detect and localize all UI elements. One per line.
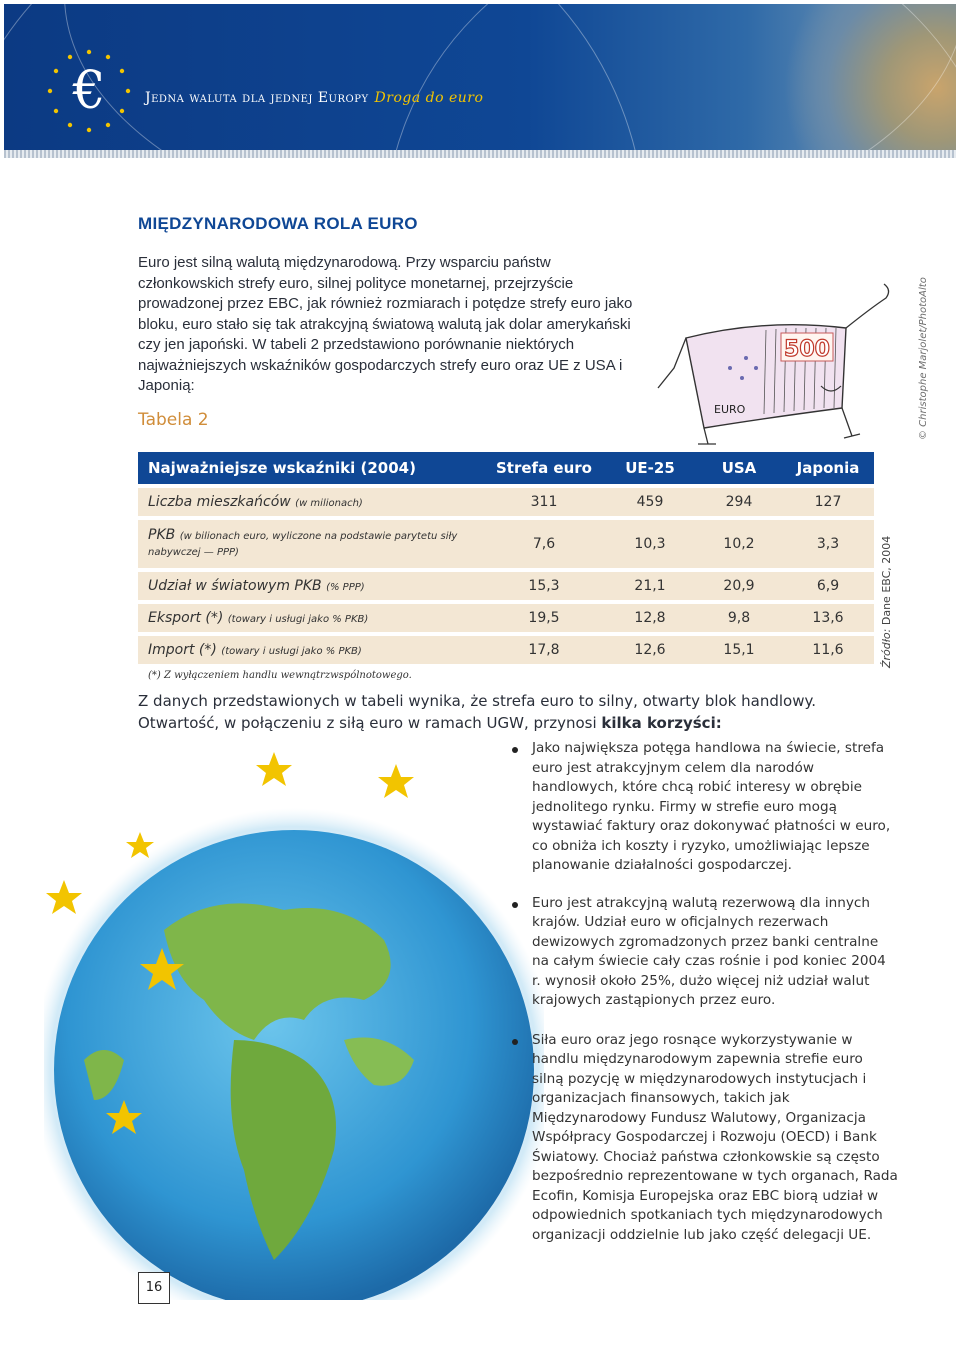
table-row (138, 604, 874, 632)
table-cell: 311 (530, 494, 558, 510)
table-cell: 12,6 (634, 642, 666, 658)
table-cell: 17,8 (528, 642, 560, 658)
list-item: Siła euro oraz jego rosnące wykorzystywanie w handlu międzynarodowym zapewnia strefie euro silną pozycję w międzynarodowych instytucjach i organizacjach finansowych, takich jak Międzynarodowy Fundusz Walutowy, Organizacja Współpracy Gospodarczej i Rozwoju (OECD) i Bank Światowy. Chociaż państwa członkowskie są często bezpośrednio reprezentowane w tych organach, Rada Ecofin, Komisja Europejska oraz EBC biorą udział w odpowiednich spotkaniach tych międzynarodowych organizacji oddzielnie lub jako część delegacji UE. (508, 1031, 898, 1246)
row-label: Liczba mieszkańców (w milionach) (148, 494, 363, 510)
header-divider-strip (4, 150, 956, 158)
table-cell: 459 (636, 494, 664, 510)
table-header-cell: UE-25 (625, 459, 675, 477)
table-cell: 127 (814, 494, 842, 510)
table-row (138, 520, 874, 568)
table-cell: 6,9 (816, 578, 840, 594)
table-caption: Tabela 2 (138, 410, 209, 430)
header-title-text: Jedna waluta dla jednej Europy (145, 90, 369, 106)
svg-text:€: € (72, 61, 106, 121)
table-cell: 10,2 (723, 536, 755, 552)
table-row (138, 488, 874, 516)
table-cell: 9,8 (727, 610, 751, 626)
globe-with-stars-icon (44, 740, 544, 1300)
conclusion-paragraph (138, 690, 868, 734)
table-header-cell: USA (721, 459, 757, 477)
table-cell: 15,3 (528, 578, 560, 594)
table-source: Źródło: Dane EBC, 2004 (880, 535, 893, 668)
header-banner (4, 4, 956, 156)
table-header-cell: Strefa euro (496, 459, 592, 477)
table-header-cell: Japonia (796, 459, 860, 477)
table-header-row (138, 452, 874, 484)
intro-paragraph: Euro jest silną walutą międzynarodową. Przy wsparciu państw członkowskich strefy euro, silnej polityce monetarnej, przejrzyście prowadzonej przez EBC, jak również rozmiarach i potędze strefy euro jako bloku, euro stało się tak atrakcyjną światową walutą jak dolar amerykański czy jen japoński. W tabeli 2 przedstawiono porównanie niektórych najważniejszych wskaźników gospodarczych strefy euro oraz UE z USA i Japonią: (138, 254, 633, 394)
table-cell: 15,1 (723, 642, 755, 658)
indicators-table (138, 452, 874, 681)
page-number: 16 (138, 1272, 170, 1304)
row-label: Import (*) (towary i usługi jako % PKB) (148, 642, 362, 658)
table-cell: 7,6 (532, 536, 556, 552)
euro-stars-logo-icon (44, 46, 134, 136)
row-label: PKB (w bilionach euro, wyliczone na podstawie parytetu siły nabywczej — PPP) (148, 527, 458, 558)
svg-text:EURO: EURO (714, 403, 746, 416)
table-cell: 294 (725, 494, 753, 510)
list-item: Jako największa potęga handlowa na świecie, strefa euro jest atrakcyjnym celem dla narodów handlowych, które chcą robić interesy w obrębie jednolitego rynku. Firmy w strefie euro mogą wystawiać faktury oraz dokonywać płatności w euro, co obniża ich koszty i ryzyko, umożliwiając lepsze planowanie działalności gospodarczej. (508, 739, 898, 876)
section-title: MIĘDZYNARODOWA ROLA EURO (138, 214, 418, 233)
list-item: Euro jest atrakcyjną walutą rezerwową dla innych krajów. Udział euro w oficjalnych rezerwach dewizowych zgromadzonych przez banki centralne na całym świecie cały czas rośnie i pod koniec 2004 r. wynosił około 25%, dużo więcej niż udział walut krajowych zastąpionych przez euro. (508, 894, 898, 1011)
table-row (138, 572, 874, 600)
photo-credit: © Christophe Marjolet/PhotoAlto (918, 277, 929, 440)
svg-text:500: 500 (784, 337, 830, 362)
banner-arc (384, 4, 956, 156)
table-header-cell: Najważniejsze wskaźniki (2004) (148, 459, 416, 477)
table-cell: 3,3 (816, 536, 840, 552)
row-label: Udział w światowym PKB (% PPP) (148, 578, 365, 594)
table-cell: 21,1 (634, 578, 666, 594)
header-subtitle: Droga do euro (374, 90, 484, 106)
benefits-list (508, 739, 898, 1245)
conclusion-text: Z danych przedstawionych w tabeli wynika, że strefa euro to silny, otwarty blok handlowy. Otwartość, w połączeniu z siłą euro w ramach UGW, przynosi (138, 692, 816, 732)
header-title (145, 90, 483, 106)
table-cell: 10,3 (634, 536, 666, 552)
row-label: Eksport (*) (towary i usługi jako % PKB) (148, 610, 369, 626)
table-cell: 20,9 (723, 578, 755, 594)
500-euro-banknote-drawing-icon (658, 284, 889, 444)
table-footnote: (*) Z wyłączeniem handlu wewnątrzwspólnotowego. (148, 670, 412, 681)
banknote-illustration (646, 268, 898, 450)
conclusion-bold: kilka korzyści: (601, 714, 722, 732)
table-cell: 19,5 (528, 610, 560, 626)
table-cell: 11,6 (812, 642, 844, 658)
table-row (138, 636, 874, 664)
table-cell: 12,8 (634, 610, 666, 626)
table-cell: 13,6 (812, 610, 844, 626)
